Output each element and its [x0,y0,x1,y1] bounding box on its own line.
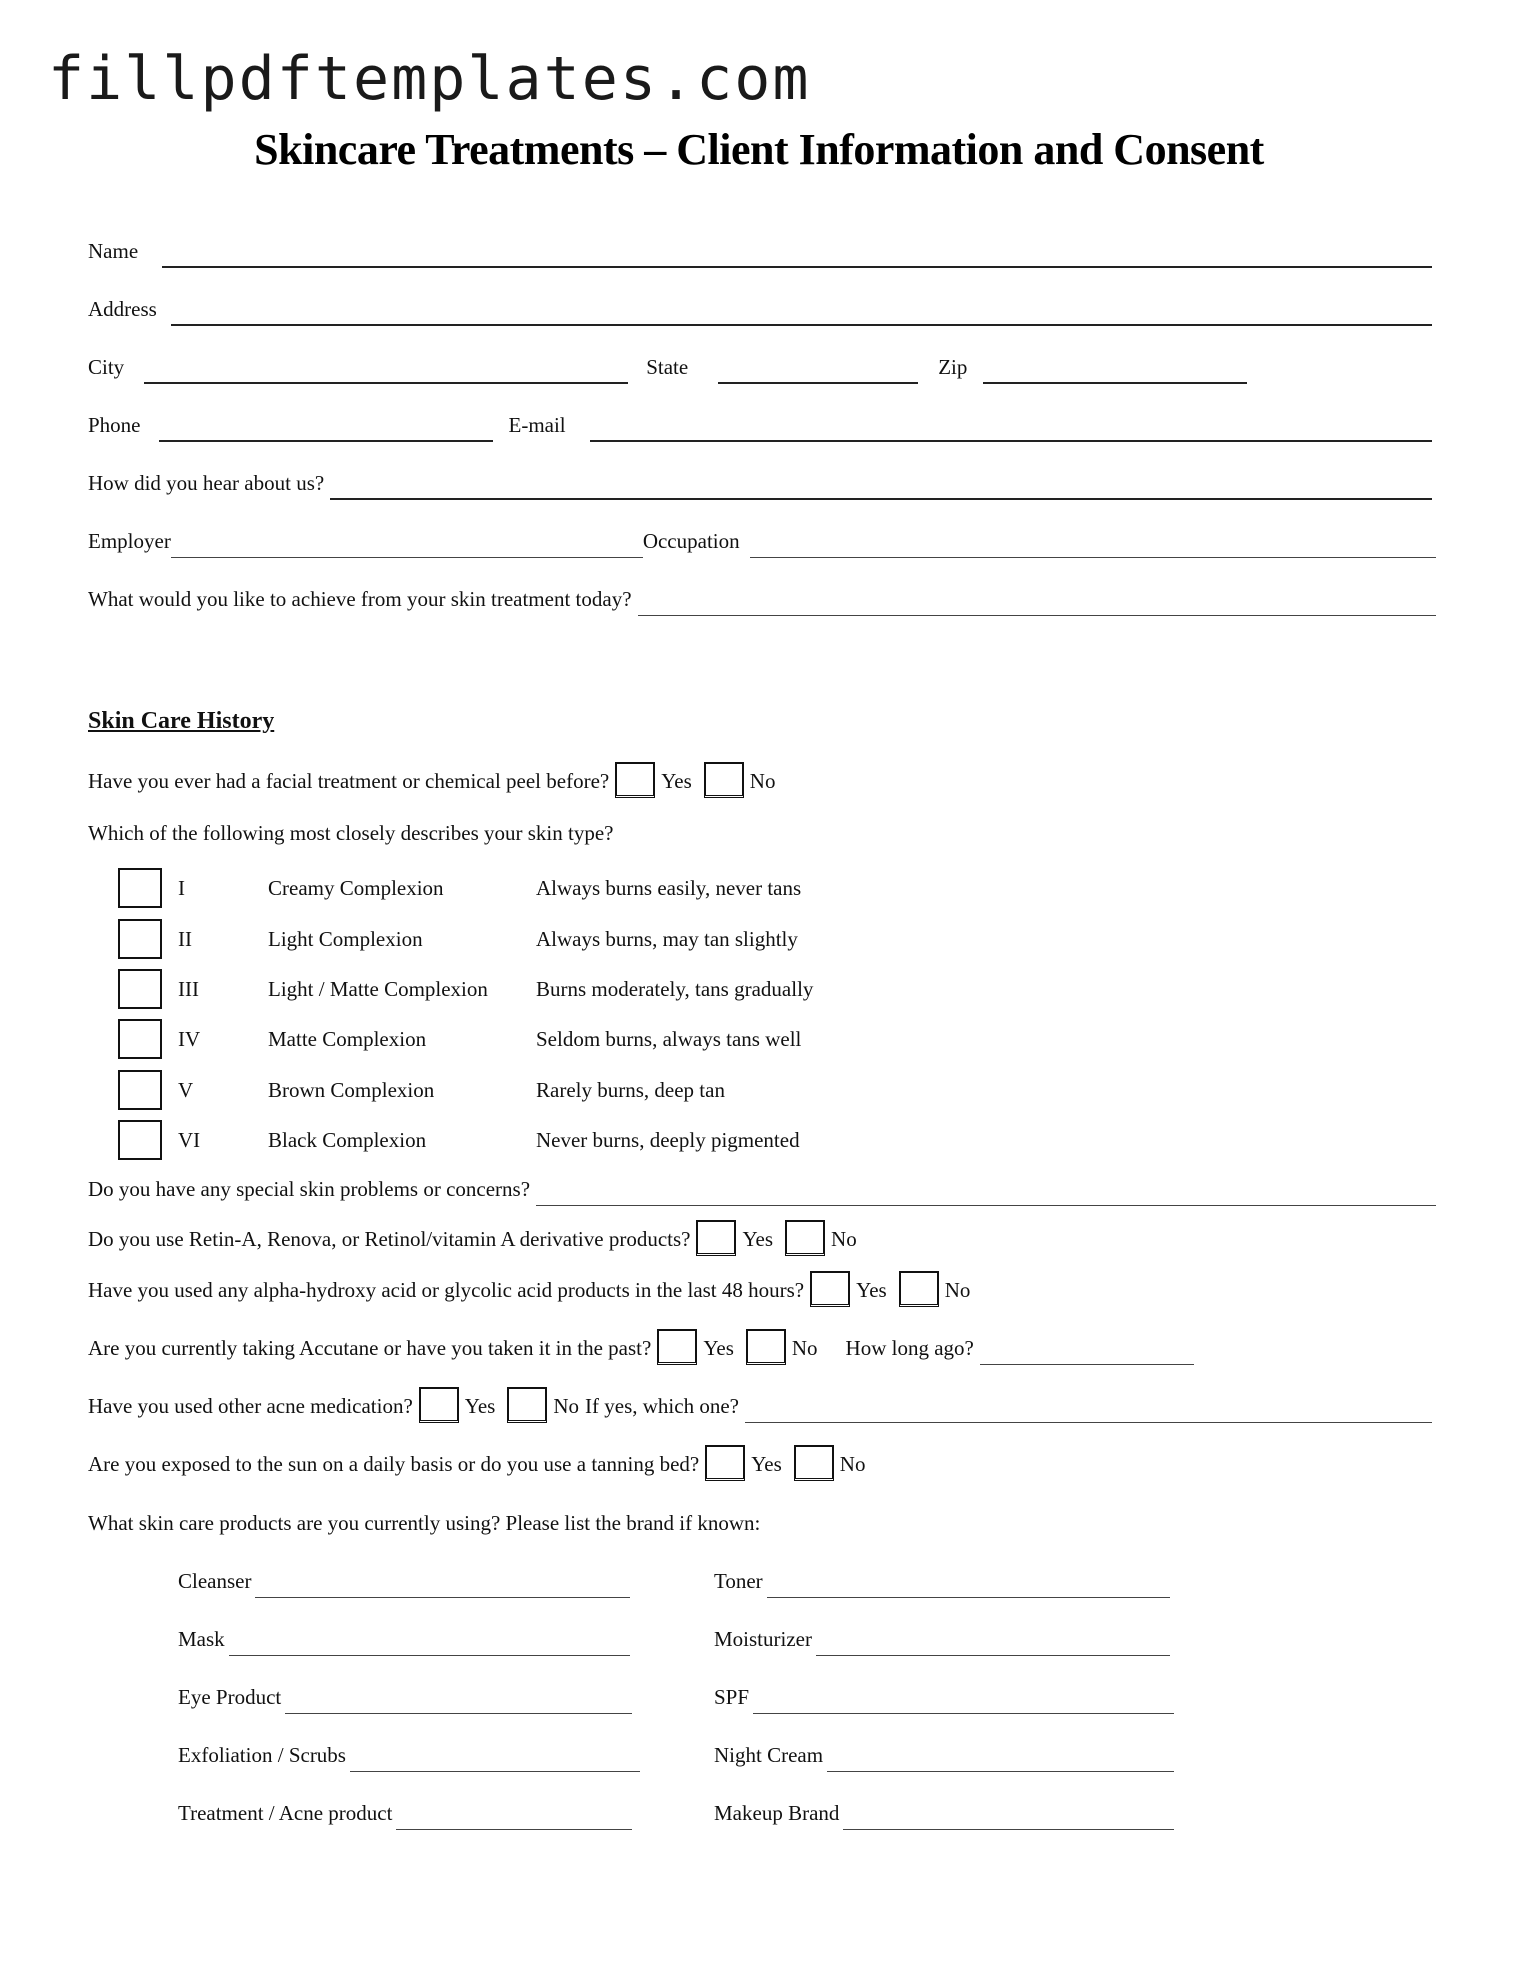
watermark: fillpdftemplates.com [48,44,811,114]
toner-label: Toner [714,1569,763,1593]
skin-type-option [118,1070,725,1110]
facial-yes-label: Yes [661,769,692,793]
occupation-field[interactable] [750,533,1436,558]
aha-yes-label: Yes [856,1278,887,1302]
toner-field[interactable] [767,1573,1170,1598]
skin-type-iii-checkbox[interactable] [118,969,162,1009]
accutane-no-checkbox[interactable] [746,1329,786,1365]
acne-row [88,1389,1432,1423]
mask-field[interactable] [229,1631,630,1656]
makeup-row [714,1796,1174,1830]
spf-label: SPF [714,1685,750,1709]
cleanser-label: Cleanser [178,1569,252,1593]
acne-question: Have you used other acne medication? [88,1394,413,1418]
exfoliation-field[interactable] [350,1747,640,1772]
spf-field[interactable] [753,1689,1174,1714]
acne-which-label: If yes, which one? [585,1394,739,1418]
aha-no-label: No [944,1278,971,1302]
retin-row [88,1222,863,1256]
products-question: What skin care products are you currently using? Please list the brand if known: [88,1511,761,1535]
skin-type-i-checkbox[interactable] [118,868,162,908]
acne-yes-checkbox[interactable] [419,1387,459,1423]
skin-type-question: Which of the following most closely describes your skin type? [88,821,614,845]
email-field[interactable] [590,416,1432,442]
facial-row [88,764,781,798]
hear-label: How did you hear about us? [88,471,325,495]
skin-type-desc: Always burns, may tan slightly [536,926,798,951]
night-cream-label: Night Cream [714,1743,824,1767]
retin-no-label: No [831,1227,857,1251]
address-row [88,292,1432,326]
page-title: Skincare Treatments – Client Information and Consent [254,125,1264,174]
how-long-label: How long ago? [845,1336,974,1360]
address-label: Address [88,297,157,321]
achieve-field[interactable] [638,591,1436,616]
skin-type-ii-checkbox[interactable] [118,919,162,959]
skin-type-complexion: Brown Complexion [268,1077,435,1102]
employer-label: Employer [88,529,171,553]
retin-yes-label: Yes [742,1227,774,1251]
name-label: Name [88,239,139,263]
makeup-label: Makeup Brand [714,1801,840,1825]
sun-no-label: No [839,1452,866,1476]
city-field[interactable] [144,358,628,384]
problems-question: Do you have any special skin problems or concerns? [88,1177,531,1201]
zip-label: Zip [938,355,968,379]
hear-field[interactable] [330,474,1432,500]
employer-row [88,524,1436,558]
skin-type-complexion: Light / Matte Complexion [268,976,488,1001]
sun-no-checkbox[interactable] [794,1445,834,1481]
skin-type-complexion: Matte Complexion [268,1026,427,1051]
retin-question: Do you use Retin-A, Renova, or Retinol/vitamin A derivative products? [88,1227,691,1251]
aha-no-checkbox[interactable] [899,1271,939,1307]
acne-which-field[interactable] [745,1398,1432,1423]
phone-row [88,408,1432,442]
accutane-yes-label: Yes [703,1336,734,1360]
exfoliation-row [178,1738,640,1772]
facial-yes-checkbox[interactable] [615,762,655,798]
facial-question: Have you ever had a facial treatment or chemical peel before? [88,769,610,793]
mask-row [178,1622,630,1656]
skin-type-vi-checkbox[interactable] [118,1120,162,1160]
name-field[interactable] [162,242,1432,268]
moisturizer-label: Moisturizer [714,1627,812,1651]
skin-type-option [118,919,798,959]
aha-row [88,1273,976,1307]
skin-type-num: IV [178,1026,201,1051]
email-label: E-mail [508,413,566,437]
retin-no-checkbox[interactable] [785,1220,825,1256]
skin-type-num: VI [178,1127,201,1152]
skin-type-desc: Burns moderately, tans gradually [536,976,814,1001]
skin-type-option [118,1120,800,1160]
acne-yes-label: Yes [464,1394,496,1418]
hear-row [88,466,1432,500]
moisturizer-row [714,1622,1170,1656]
eye-field[interactable] [285,1689,632,1714]
accutane-row [88,1331,1194,1365]
exfoliation-label: Exfoliation / Scrubs [178,1743,346,1767]
skin-type-option [118,1019,802,1059]
zip-field[interactable] [983,358,1247,384]
city-row [88,350,1248,384]
acne-no-label: No [553,1394,580,1418]
makeup-field[interactable] [843,1805,1174,1830]
treatment-row [178,1796,632,1830]
products-row [88,1506,760,1540]
state-label: State [646,355,689,379]
facial-no-label: No [749,769,776,793]
phone-label: Phone [88,413,141,437]
cleanser-row [178,1564,630,1598]
sun-yes-checkbox[interactable] [705,1445,745,1481]
skin-type-complexion: Light Complexion [268,926,423,951]
accutane-no-label: No [791,1336,818,1360]
city-label: City [88,355,125,379]
mask-label: Mask [178,1627,225,1651]
skin-type-row [88,816,613,850]
spf-row [714,1680,1174,1714]
skin-type-option [118,969,814,1009]
sun-yes-label: Yes [751,1452,782,1476]
treatment-label: Treatment / Acne product [178,1801,393,1825]
how-long-field[interactable] [980,1340,1194,1365]
skin-type-desc: Rarely burns, deep tan [536,1077,725,1102]
skin-type-iv-checkbox[interactable] [118,1019,162,1059]
achieve-label: What would you like to achieve from your skin treatment today? [88,587,632,611]
skin-type-v-checkbox[interactable] [118,1070,162,1110]
skin-type-num: III [178,976,199,1001]
sun-question: Are you exposed to the sun on a daily basis or do you use a tanning bed? [88,1452,700,1476]
cleanser-field[interactable] [255,1573,630,1598]
employer-field[interactable] [171,533,643,558]
occupation-label: Occupation [642,529,740,553]
accutane-question: Are you currently taking Accutane or have you taken it in the past? [88,1336,652,1360]
skin-type-desc: Seldom burns, always tans well [536,1026,802,1051]
toner-row [714,1564,1170,1598]
treatment-field[interactable] [396,1805,632,1830]
problems-field[interactable] [536,1181,1436,1206]
name-row [88,234,1432,268]
skin-type-desc: Never burns, deeply pigmented [536,1127,800,1152]
skin-type-complexion: Black Complexion [268,1127,427,1152]
aha-question: Have you used any alpha-hydroxy acid or glycolic acid products in the last 48 hours? [88,1278,805,1302]
skin-type-complexion: Creamy Complexion [268,875,444,900]
skin-type-desc: Always burns easily, never tans [536,875,802,900]
address-field[interactable] [171,300,1432,326]
eye-label: Eye Product [178,1685,282,1709]
acne-no-checkbox[interactable] [507,1387,547,1423]
skin-type-num: I [178,875,185,900]
skin-type-num: V [178,1077,194,1102]
achieve-row [88,582,1436,616]
sun-row [88,1447,871,1481]
accutane-yes-checkbox[interactable] [657,1329,697,1365]
moisturizer-field[interactable] [816,1631,1170,1656]
retin-yes-checkbox[interactable] [696,1220,736,1256]
aha-yes-checkbox[interactable] [810,1271,850,1307]
problems-row [88,1172,1436,1206]
skin-care-history-heading: Skin Care History [88,708,275,734]
facial-no-checkbox[interactable] [704,762,744,798]
night-cream-row [714,1738,1174,1772]
eye-row [178,1680,632,1714]
phone-field[interactable] [159,416,493,442]
night-cream-field[interactable] [827,1747,1174,1772]
skin-type-num: II [178,926,192,951]
state-field[interactable] [718,358,918,384]
skin-type-option [118,868,802,908]
